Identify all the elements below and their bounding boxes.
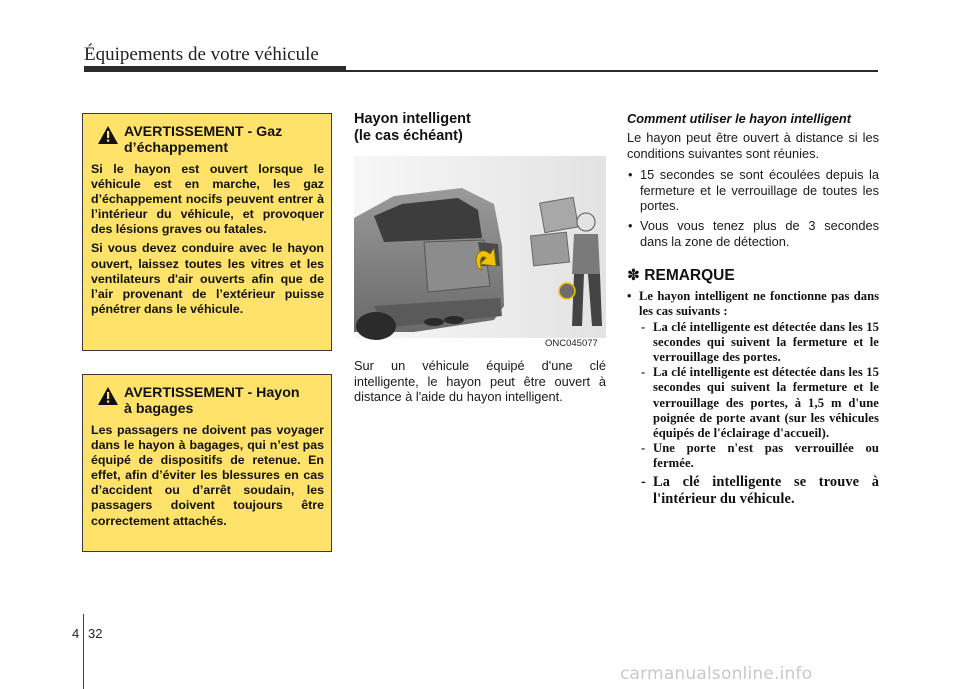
warning-title [124, 385, 300, 417]
remarque-heading: ✽ REMARQUE [627, 267, 735, 285]
section-heading [354, 111, 604, 145]
warning-title-line2: d’échappement [124, 140, 229, 156]
warning-box-exhaust [82, 113, 332, 351]
page-header-title: Équipements de votre véhicule [84, 44, 319, 65]
chapter-number: 4 [72, 626, 80, 641]
warning-title-line2: à bagages [124, 401, 194, 417]
list-item: - La clé intelligente se trouve à l'intérieur du véhicule. [639, 474, 879, 508]
section-body-text: Sur un véhicule équipé d'une clé intelligente, le hayon peut être ouvert à distance à l'aide du hayon intelligent. [354, 358, 606, 405]
warning-paragraph: Les passagers ne doivent pas voyager dans le hayon à bagages, qui n’est pas équipé de dispositifs de retenue. En effet, afin d’éviter les blessures en cas d’accident ou d’arrêt soudain, les passagers doivent toujours être correctement attachés. [91, 423, 324, 528]
section-heading-line2: (le cas échéant) [354, 128, 463, 144]
list-item: • Vous vous tenez plus de 3 secondes dans la zone de détection. [627, 218, 879, 249]
conditions-list [627, 167, 879, 249]
warning-paragraph: Si vous devez conduire avec le hayon ouvert, laissez toutes les vitres et les ventilateurs d'air ouverts afin que de l’air provenant de l’extérieur puisse pénétrer dans le véhicule. [91, 241, 324, 316]
warning-title [124, 124, 282, 156]
right-column [627, 111, 879, 508]
warning-title-line1: AVERTISSEMENT - Gaz [124, 124, 283, 140]
footer-divider [83, 614, 84, 689]
remarque-body [627, 289, 879, 507]
smart-tailgate-illustration [354, 156, 606, 350]
remarque-list [627, 320, 879, 508]
warning-title-line1: AVERTISSEMENT - Hayon [124, 385, 300, 401]
warning-triangle-icon [97, 386, 119, 406]
watermark: carmanualsonline.info [620, 664, 813, 684]
warning-box-cargo [82, 374, 332, 552]
header-rule-thin [346, 70, 878, 72]
warning-paragraph: Si le hayon est ouvert lorsque le véhicule est en marche, les gaz d’échappement nocifs peuvent entrer à l’intérieur du véhicule, et provoquer des lésions graves ou fatales. [91, 162, 324, 237]
how-to-intro: Le hayon peut être ouvert à distance si les conditions suivantes sont réunies. [627, 130, 879, 161]
remarque-lead: • Le hayon intelligent ne fonctionne pas dans les cas suivants : [627, 289, 879, 319]
list-item: - La clé intelligente est détectée dans les 15 secondes qui suivent la fermeture et le verrouillage des portes, à 1,5 m d'une poignée de porte avant (sur les véhicules équipés de l'éclairage d'accueil). [639, 365, 879, 441]
list-item: • 15 secondes se sont écoulées depuis la fermeture et le verrouillage de toutes les portes. [627, 167, 879, 214]
list-item: - Une porte n'est pas verrouillée ou fermée. [639, 441, 879, 471]
header-rule-thick [84, 66, 346, 72]
page-number: 32 [88, 626, 103, 641]
figure-code-label: ONC045077 [545, 338, 598, 349]
section-heading-line1: Hayon intelligent [354, 111, 471, 127]
list-item: - La clé intelligente est détectée dans les 15 secondes qui suivent la fermeture et le verrouillage des portes. [639, 320, 879, 366]
warning-triangle-icon [97, 125, 119, 145]
how-to-subheading: Comment utiliser le hayon intelligent [627, 111, 851, 126]
